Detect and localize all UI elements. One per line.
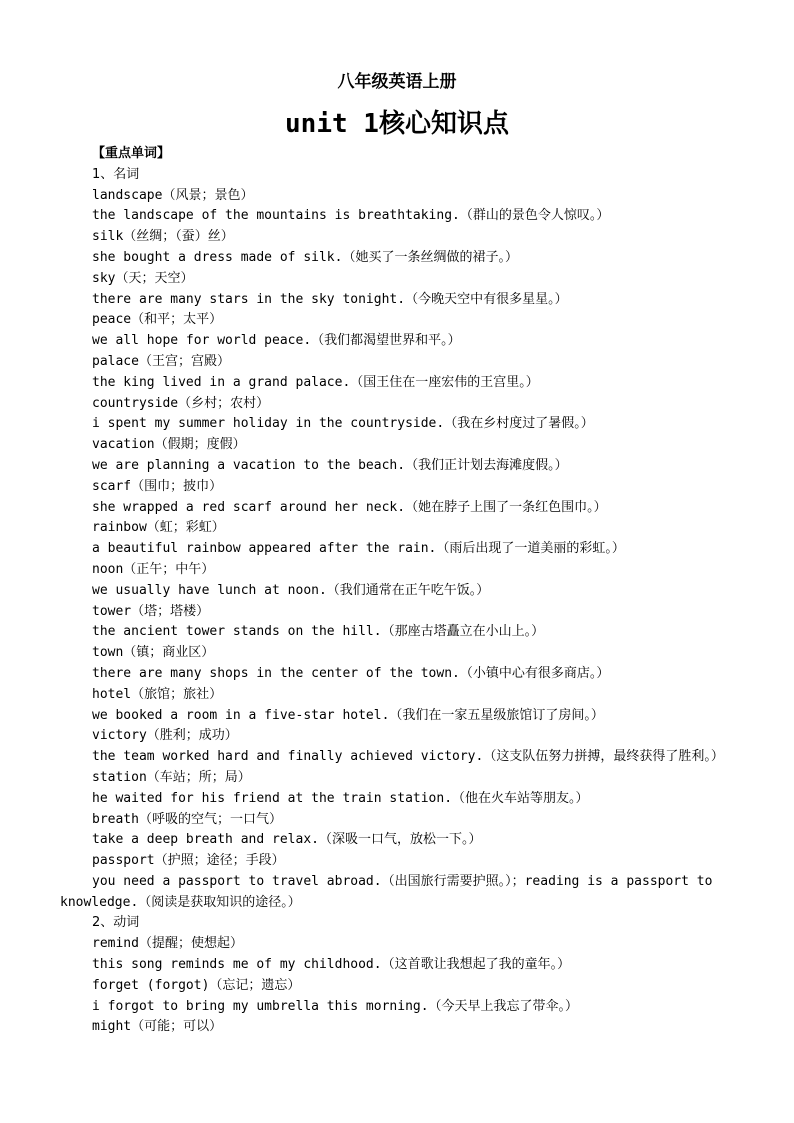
text-line: silk（丝绸；（蚕）丝） [92, 229, 234, 245]
text-line: we booked a room in a five-star hotel.（我们在一家五星级旅馆订了房间。） [92, 707, 604, 723]
document-subtitle: unit 1核心知识点 [285, 109, 509, 139]
text-line: sky（天；天空） [92, 270, 194, 286]
text-line: tower（塔；塔楼） [92, 603, 210, 619]
text-line: peace（和平；太平） [92, 312, 223, 328]
text-line: vacation（假期；度假） [92, 437, 246, 453]
text-line: we are planning a vacation to the beach.（我们正计划去海滩度假。） [92, 457, 568, 473]
document-title: 八年级英语上册 [337, 72, 457, 92]
text-line: victory（胜利；成功） [92, 728, 238, 744]
text-line: you need a passport to travel abroad.（出国旅行需要护照。）；reading is a passport to knowledge.（阅读是获取知识的途径。） [60, 873, 713, 910]
text-line: noon（正午；中午） [92, 561, 215, 577]
text-line: there are many stars in the sky tonight.（今晚天空中有很多星星。） [92, 291, 568, 307]
text-line: 1、名词 [92, 166, 140, 182]
text-line: she wrapped a red scarf around her neck.（她在脖子上围了一条红色围巾。） [92, 499, 607, 515]
text-line: i forgot to bring my umbrella this morning.（今天早上我忘了带伞。） [92, 998, 579, 1014]
text-line: forget (forgot)（忘记；遗忘） [92, 977, 301, 993]
text-line: she bought a dress made of silk.（她买了一条丝绸做的裙子。） [92, 249, 518, 265]
text-line: the ancient tower stands on the hill.（那座古塔矗立在小山上。） [92, 624, 545, 640]
text-line: we usually have lunch at noon.（我们通常在正午吃午饭。） [92, 582, 490, 598]
text-line: town（镇；商业区） [92, 645, 215, 661]
text-line: might（可能；可以） [92, 1019, 223, 1035]
text-line: remind（提醒；使想起） [92, 936, 243, 952]
text-line: hotel（旅馆；旅社） [92, 686, 223, 702]
text-line: countryside（乡村；农村） [92, 395, 270, 411]
text-line: passport（护照；途径；手段） [92, 853, 285, 869]
text-line: scarf（围巾；披巾） [92, 478, 223, 494]
text-line: the king lived in a grand palace.（国王住在一座宏伟的王宫里。） [92, 374, 539, 390]
text-line: he waited for his friend at the train station.（他在火车站等朋友。） [92, 790, 589, 806]
content-body [60, 144, 740, 1038]
vocabulary-list [60, 165, 740, 1038]
text-line: take a deep breath and relax.（深吸一口气，放松一下。） [92, 832, 482, 848]
text-line: this song reminds me of my childhood.（这首歌让我想起了我的童年。） [92, 957, 571, 973]
text-line: landscape（风景；景色） [92, 187, 254, 203]
text-line: station（车站；所；局） [92, 769, 251, 785]
text-line: i spent my summer holiday in the countryside.（我在乡村度过了暑假。） [92, 416, 594, 432]
text-line: we all hope for world peace.（我们都渴望世界和平。） [92, 333, 461, 349]
text-line: there are many shops in the center of the town.（小镇中心有很多商店。） [92, 665, 610, 681]
section-heading: 【重点单词】 [92, 146, 171, 161]
text-line: rainbow（虹；彩虹） [92, 520, 225, 536]
text-line: a beautiful rainbow appeared after the rain.（雨后出现了一道美丽的彩虹。） [92, 541, 625, 557]
text-line: the team worked hard and finally achieved victory.（这支队伍努力拼搏，最终获得了胜利。） [92, 749, 724, 765]
text-line: breath（呼吸的空气；一口气） [92, 811, 282, 827]
text-line: 2、动词 [92, 915, 140, 931]
text-line: the landscape of the mountains is breathtaking.（群山的景色令人惊叹。） [92, 208, 610, 224]
text-line: palace（王宫；宫殿） [92, 353, 230, 369]
